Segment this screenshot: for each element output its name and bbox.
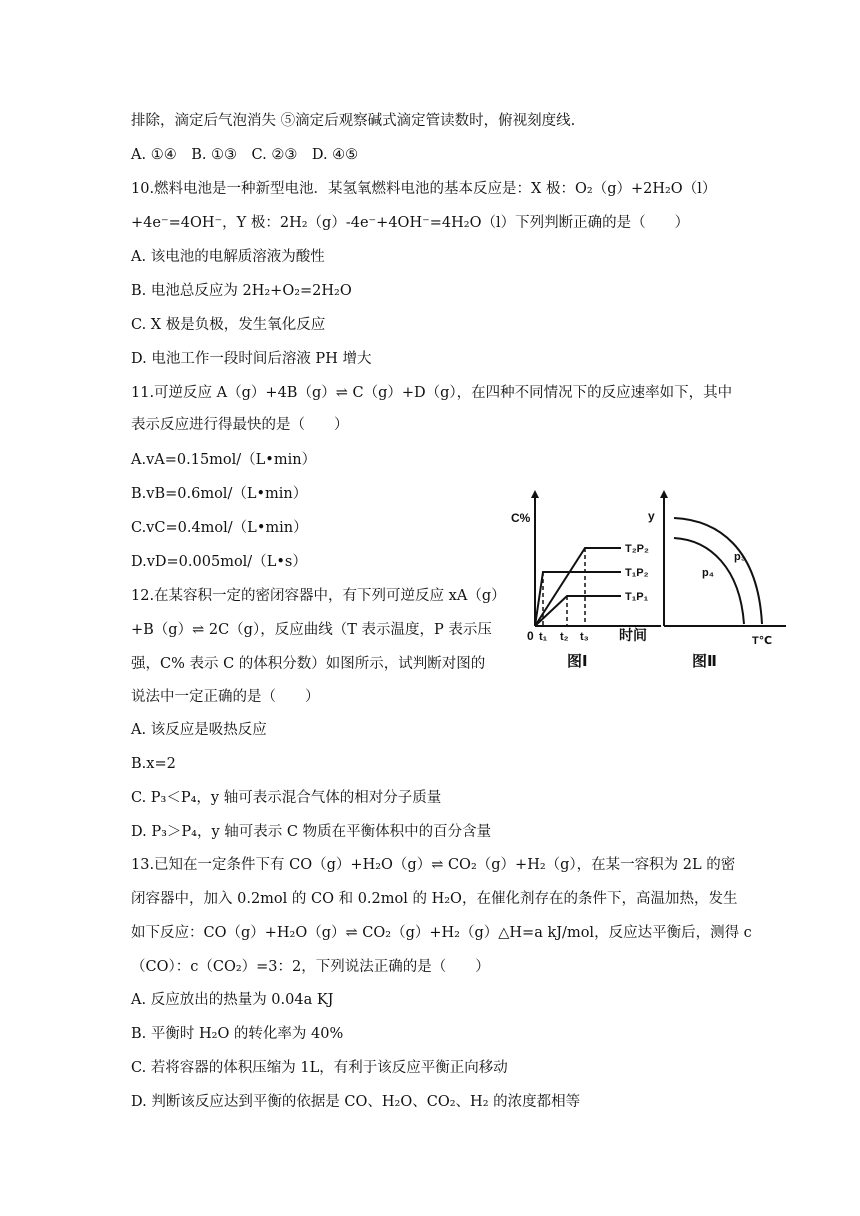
option-10a: A. 该电池的电解质溶液为酸性 bbox=[131, 249, 325, 265]
option-10c: C. X 极是负极，发生氧化反应 bbox=[131, 317, 326, 333]
question-13-line-1: 13.已知在一定条件下有 CO（g）+H₂O（g）⇌ CO₂（g）+H₂（g），在某一容积为 2L 的密 bbox=[131, 857, 736, 873]
option-13a: A. 反应放出的热量为 0.04a KJ bbox=[131, 992, 334, 1008]
curve-label-p4: p₄ bbox=[702, 567, 714, 579]
options-q9: A. ①④ B. ①③ C. ②③ D. ④⑤ bbox=[131, 147, 359, 163]
option-13b: B. 平衡时 H₂O 的转化率为 40% bbox=[131, 1026, 344, 1042]
option-13d: D. 判断该反应达到平衡的依据是 CO、H₂O、CO₂、H₂ 的浓度都相等 bbox=[131, 1094, 581, 1110]
curve-p3 bbox=[674, 518, 762, 624]
question-10-line-2: +4e⁻=4OH⁻，Y 极：2H₂（g）-4e⁻+4OH⁻=4H₂O（l）下列判断正确的是（ ） bbox=[131, 215, 690, 231]
option-13c: C. 若将容器的体积压缩为 1L，有利于该反应平衡正向移动 bbox=[131, 1060, 508, 1076]
x-axis-label: 时间 bbox=[619, 627, 647, 643]
question-12-line-3: 强，C% 表示 C 的体积分数）如图所示，试判断对图的 bbox=[131, 656, 486, 672]
option-12b: B.x=2 bbox=[131, 756, 176, 772]
curve-t1p1 bbox=[535, 596, 621, 626]
question-11-line-1: 11.可逆反应 A（g）+4B（g）⇌ C（g）+D（g），在四种不同情况下的反应速率如下，其中 bbox=[131, 385, 733, 401]
option-10b: B. 电池总反应为 2H₂+O₂=2H₂O bbox=[131, 283, 352, 299]
question-10-line-1: 10.燃料电池是一种新型电池．某氢氧燃料电池的基本反应是：X 极：O₂（g）+2H₂O（l） bbox=[131, 181, 717, 197]
tick-t2: t₂ bbox=[560, 631, 569, 643]
option-12a: A. 该反应是吸热反应 bbox=[131, 722, 267, 738]
question-13-line-4: （CO）：c（CO₂）=3：2，下列说法正确的是（ ） bbox=[131, 959, 490, 975]
y-axis-label: C% bbox=[511, 511, 531, 525]
option-11c: C.vC=0.4mol/（L•min） bbox=[131, 520, 308, 536]
figure-2-graph bbox=[640, 488, 790, 678]
option-11d: D.vD=0.005mol/（L•s） bbox=[131, 554, 307, 570]
figure-2-caption: 图Ⅱ bbox=[692, 653, 717, 670]
curve-label-t1p1: T₁P₁ bbox=[625, 591, 649, 603]
option-10d: D. 电池工作一段时间后溶液 PH 增大 bbox=[131, 351, 372, 367]
x-axis-label: T℃ bbox=[752, 635, 773, 647]
option-11a: A.vA=0.15mol/（L•min） bbox=[131, 452, 317, 468]
text-line-1: 排除，滴定后气泡消失 ⑤滴定后观察碱式滴定管读数时，俯视刻度线. bbox=[131, 113, 576, 129]
curve-label-t1p2: T₁P₂ bbox=[625, 567, 649, 579]
curve-label-p3: p₃ bbox=[734, 551, 746, 563]
option-12c: C. P₃＜P₄，y 轴可表示混合气体的相对分子质量 bbox=[131, 790, 442, 806]
option-12d: D. P₃＞P₄，y 轴可表示 C 物质在平衡体积中的百分含量 bbox=[131, 824, 492, 840]
tick-t1: t₁ bbox=[539, 631, 548, 643]
question-11-line-2: 表示反应进行得最快的是（ ） bbox=[131, 417, 349, 433]
origin-label: 0 bbox=[527, 629, 534, 643]
question-12-line-4: 说法中一定正确的是（ ） bbox=[131, 689, 320, 705]
question-12-line-1: 12.在某容积一定的密闭容器中，有下列可逆反应 xA（g） bbox=[131, 588, 506, 604]
figure-1-caption: 图Ⅰ bbox=[567, 653, 588, 670]
option-11b: B.vB=0.6mol/（L•min） bbox=[131, 486, 308, 502]
question-12-line-2: +B（g）⇌ 2C（g），反应曲线（T 表示温度，P 表示压 bbox=[131, 622, 492, 638]
curve-t1p2 bbox=[535, 572, 621, 626]
y-axis-label: y bbox=[648, 509, 655, 523]
tick-t3: t₃ bbox=[580, 631, 589, 643]
question-13-line-3: 如下反应：CO（g）+H₂O（g）⇌ CO₂（g）+H₂（g）△H=a kJ/mol，反应达平衡后，测得 c bbox=[131, 925, 752, 941]
curve-label-t2p2: T₂P₂ bbox=[625, 543, 649, 555]
question-13-line-2: 闭容器中，加入 0.2mol 的 CO 和 0.2mol 的 H₂O，在催化剂存在的条件下，高温加热，发生 bbox=[131, 891, 738, 907]
